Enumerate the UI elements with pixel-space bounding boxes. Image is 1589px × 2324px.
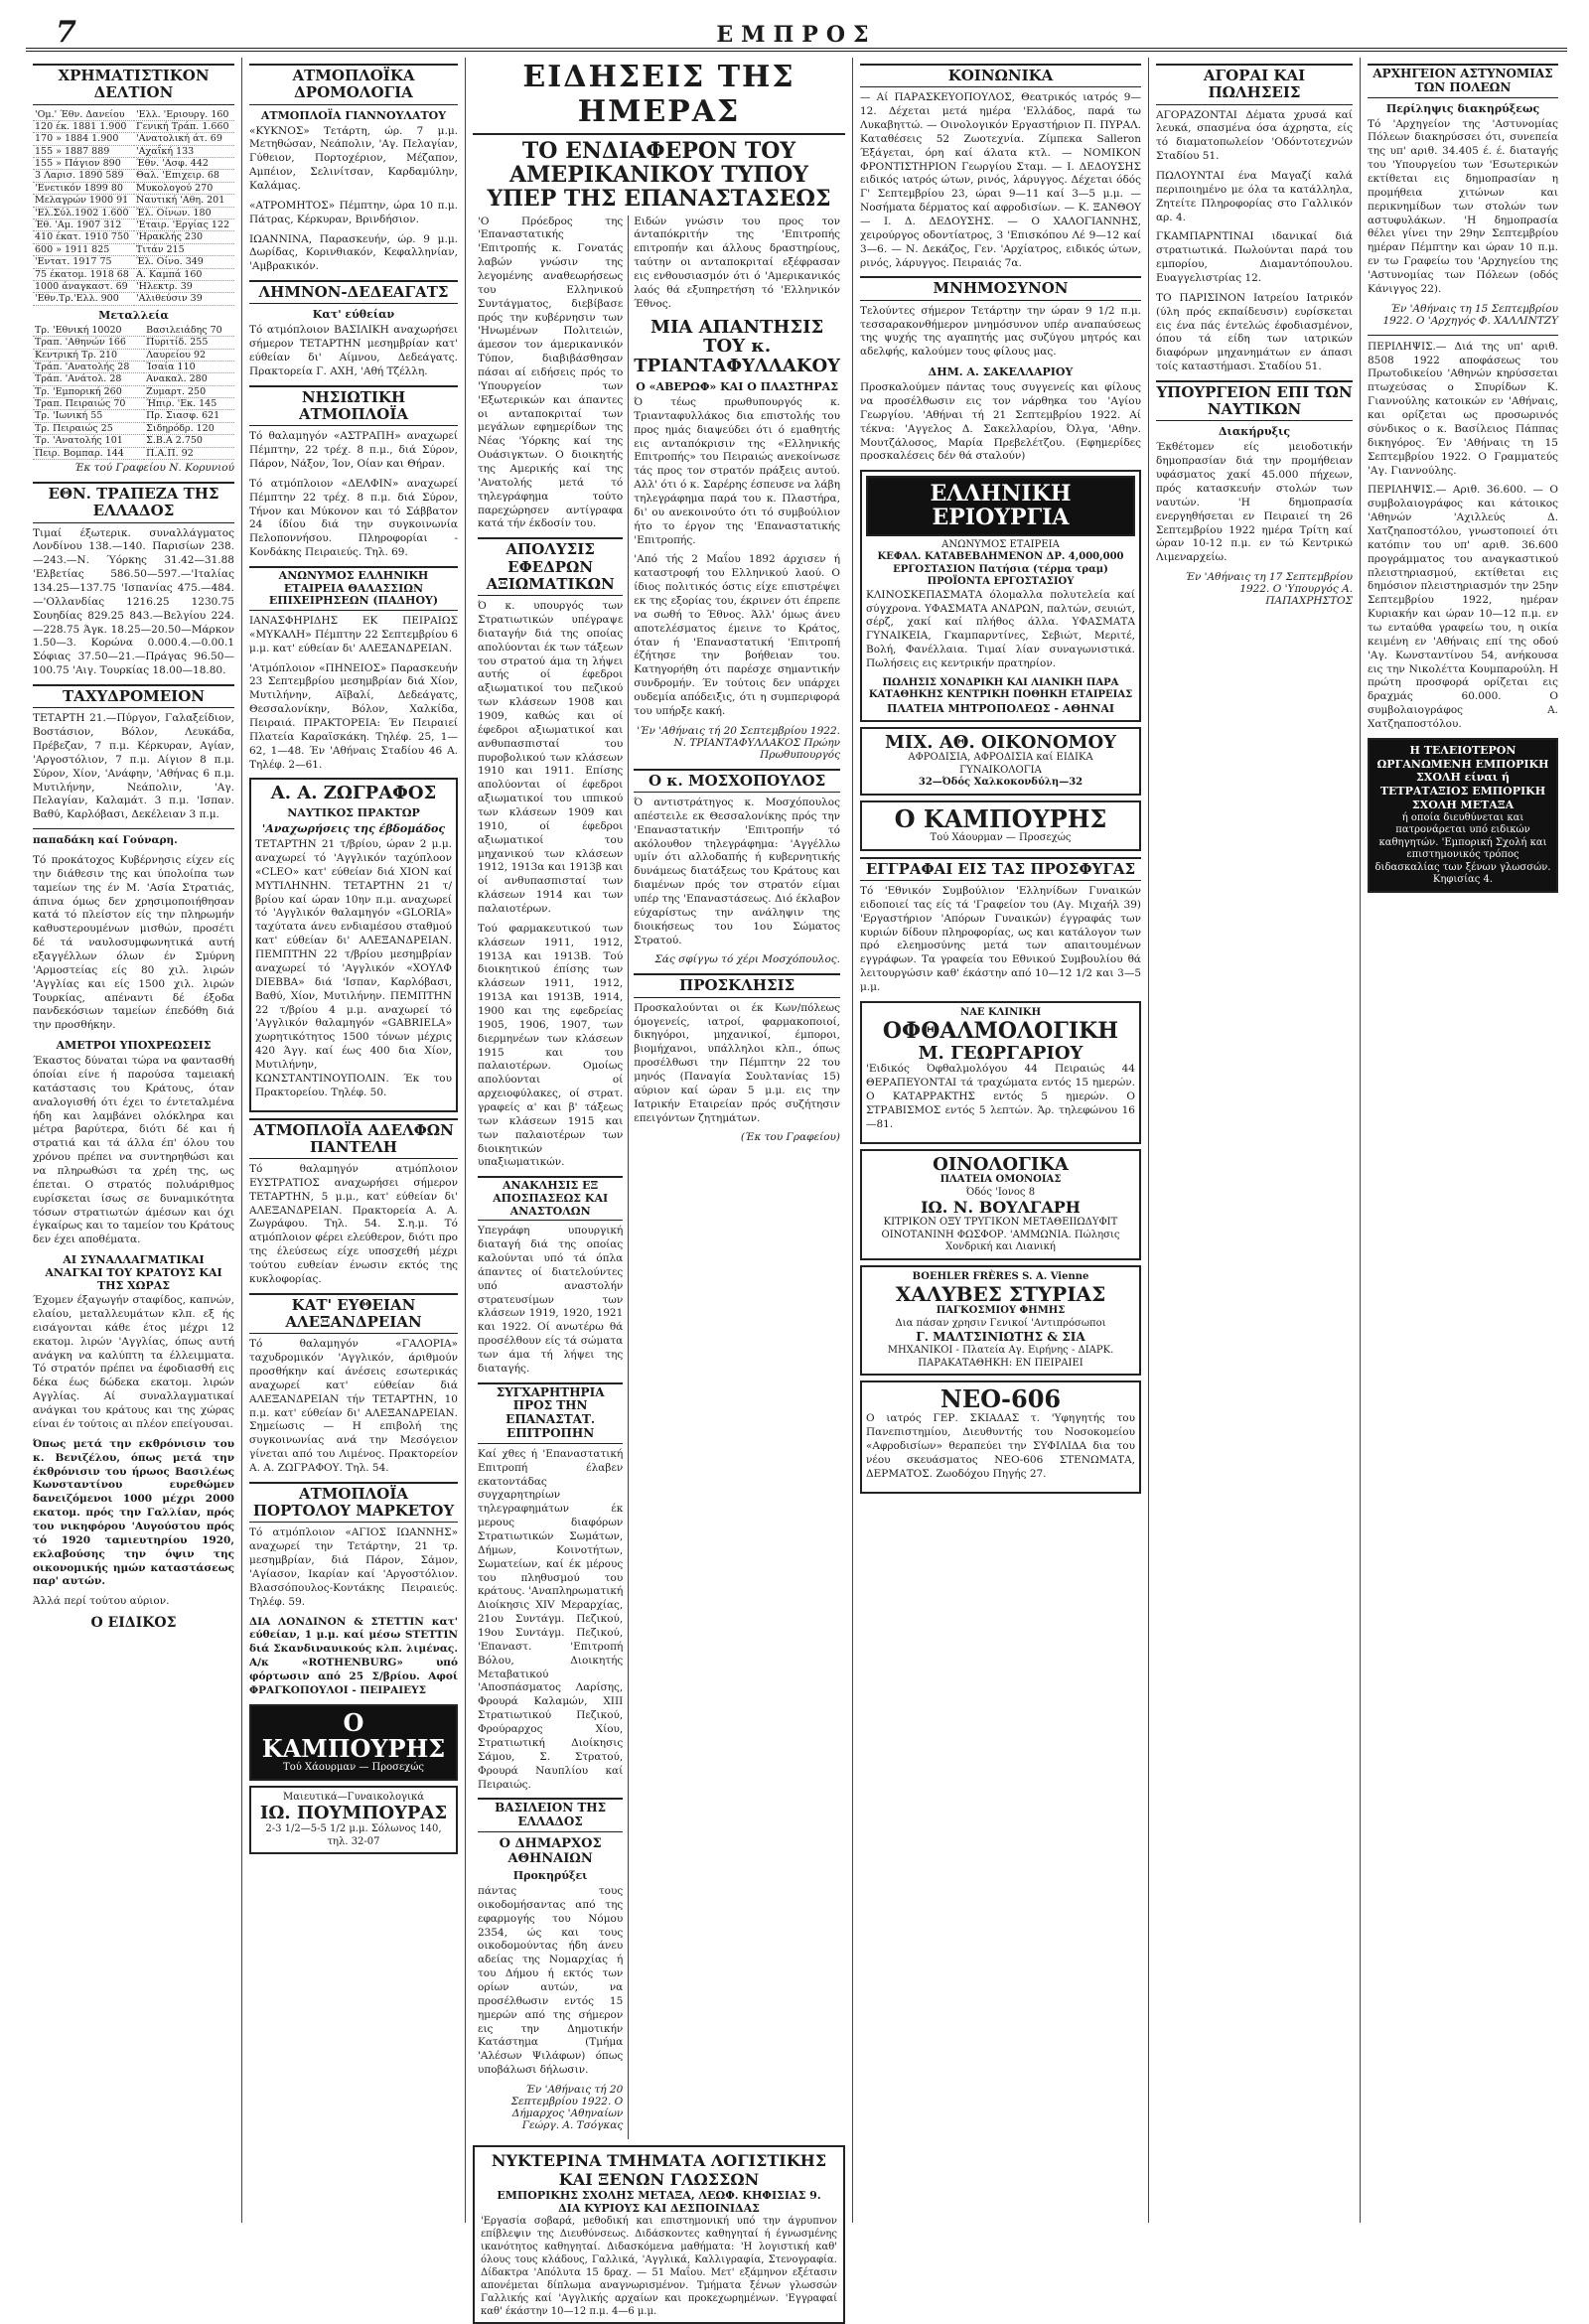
buy-sell-text-2: ΠΩΛΟΥΝΤΑΙ ένα Μαγαζί καλά περιποιημένο με όλα τα κατάλληλα, Ζητείτε Πληροφορίας στο Γαλλικόν αρ. 4. — [1156, 169, 1353, 223]
page-number: 7 — [56, 15, 76, 50]
eriourgia-address: ΠΛΑΤΕΙΑ ΜΗΤΡΟΠΟΛΕΩΣ - ΑΘΗΝΑΙ — [886, 701, 1115, 715]
oikonomou-text: ΑΦΡΟΔΙΣΙΑ, ΑΦΡΟΔΙΣΙΑ καί ΕΙΔΙΚΑ ΓΥΝΑΙΚΟΛΟΓΙΑ — [908, 752, 1093, 776]
exchange-cell: 'Ενετικόν 1899 80 — [33, 182, 134, 194]
exchange-cell: Ναυτική 'Αθη. 201 — [134, 195, 234, 207]
exchange-row — [33, 268, 234, 280]
social-title: ΚΟΙΝΩΝΙΚΑ — [860, 64, 1141, 87]
post-text: ΤΕΤΑΡΤΗ 21.—Πύργον, Γαλαξείδιον, Βοστάσιον, Βόλον, Λευκάδα, Πρέβεζαν, 7 π.μ. Κέρκυραν, Αγίαν, 'Αργοστόλιον, 7 π.μ. Αίγιον 8 π.μ. Σύρον, Χίον, 'Ανάφην, 'Αθήνας 6 π.μ. Μυτιλήνην, Νεάπολιν, 'Αγ. Πελαγίαν, Καλαμάτ. 3 π.μ. 'Ισπαν. Βαθύ, Καρλόβασι, Δεκέλειαν 3 π.μ. — [33, 712, 234, 821]
headline-american-press: ΤΟ ΕΝΔΙΑΦΕΡΟΝ ΤΟΥ ΑΜΕΡΙΚΑΝΙΚΟΥ ΤΥΠΟΥ ΥΠΕΡ ΤΗΣ ΕΠΑΝΑΣΤΑΣΕΩΣ — [487, 138, 831, 213]
poumpouras-sub: Μαιευτικά—Γυναικολογικά — [283, 1791, 424, 1803]
news-title: ΕΙΔΗΣΕΙΣ ΤΗΣ ΗΜΕΡΑΣ — [473, 58, 845, 135]
discharge-title: ΑΠΟΛΥΣΙΣ ΕΦΕΔΡΩΝ ΑΞΙΩΜΑΤΙΚΩΝ — [478, 537, 623, 596]
styria-name: Γ. ΜΑΛΤΣΙΝΙΩΤΗΣ & ΣΙΑ — [916, 1330, 1085, 1345]
metaxas-school-ad — [473, 2145, 845, 2324]
column-4 — [853, 58, 1149, 2223]
metal-cell: Τραπ. Πειραιώς 70 — [33, 398, 144, 410]
memorial-title: ΜΝΗΜΟΣΥΝΟΝ — [860, 276, 1141, 300]
metal-row — [33, 337, 234, 349]
exchange-cell: 'Αλιθεύσιν 39 — [134, 293, 234, 305]
recall-title: ΑΝΑΚΛΗΣΙΣ ΕΞ ΑΠΟΣΠΑΣΕΩΣ ΚΑΙ ΑΝΑΣΤΟΛΩΝ — [478, 1176, 623, 1221]
ophthalmology-text: 'Ειδικός Όφθαλμολόγου 44 Πειραιώς 44 ΘΕΡΑΠΕΥΟΝΤΑΙ τά τραχώματα εντός 15 ημερών. Ο ΚΑΤΑΡΡΑΚΤΗΣ εντός 5 ημερών. Ο ΣΤΡΑΒΙΣΜΟΣ εντός 5 λεπτών. Άρ. τηλεφώνου 16—81. — [866, 1063, 1135, 1130]
oikonomou-title: ΜΙΧ. ΑΘ. ΟΙΚΟΝΟΜΟΥ — [884, 731, 1117, 753]
zografos-text: ΤΕΤΑΡΤΗΝ 21 τ/βρίου, ώραν 2 μ.μ. αναχωρεί τό 'Αγγλικόν ταχύπλοον «CLEO» κατ' εύθείαν διά ΧΙΟΝ καί ΜΥΤΙΛΗΝΗΝ. ΤΕΤΑΡΤΗΝ 21 τ/βρίου καί ώραν 10ην π.μ. αναχωρεί τό 'Αγγλικόν θαλαμηγόν «GLORIA» ταχύτατα άνευ ενδιαμέσου σταθμού κατ' εύθείαν δι' ΑΛΕΞΑΝΔΡΕΙΑΝ. ΠΕΜΠΤΗΝ 22 τ/βρίου μεσημβρίαν αναχωρεί τό 'Αγγλικόν «ΧΟΥΛΦ DIEBBA» διά 'Ισπαν, Καρλόβασι, Βαθύ, Χίον, Μυτιλήνην. ΠΕΜΠΤΗΝ 22 τ/βρίου 4 μ.μ. αναχωρεί τό 'Αγγλικόν θαλαμηγόν «GABRIELA» χωρητικότητος 1500 τόνων μέχρις 420 Άγγ. καί έως 400 δια Χίον, Μυτιλήνην, ΚΩΝΣΤΑΝΤΙΝΟΥΠΟΛΙΝ. Έκ του Πρακτορείου. Τηλέφ. 50. — [255, 838, 452, 1098]
exchange-cell: 'Εντατ. 1917 75 — [33, 256, 134, 268]
metal-cell: Σιδηρόδρ. 120 — [144, 422, 234, 434]
memorial-text-2: Προσκαλούμεν πάντας τους συγγενείς και φίλους να προσέλθωσιν εις τον νάρθηκα του 'Αγίου Γεωργίου. 'Αθήναι τή 21 Σεπτεμβρίου 1922. Αί τέκνα: 'Αγγελος Δ. Σακελλαρίου, Όλγα, 'Αθην. Μουτζάλοσος, Μαρία Πρεβελέτζου. (Εφημερίδες προσκαλέσεις δέν θά σταλούν) — [860, 381, 1141, 463]
reply-text-1: Ό τέως πρωθυπουργός κ. Τριανταφυλλάκος δια επιστολής του προς ημάς διαψεύδει ότι ό εμαθητής εις ανταπόκρισιν της «Ελληνικής Επιτροπής» του Πειραιώς ανεκοίνωσε τάς προς τον στρατόν πράξεις αυτού. Αλλ' ότι ό κ. Σαρέρης έσπευσε να λάβη τηλεγράφημα παρά του κ. Πλαστήρα, δι' ου ανεκοινούτο ότι τό συμβούλιον ήτο το έργον της 'Επαναστατικής 'Επιτροπής. — [634, 395, 840, 546]
exchange-cell: 600 » 1911 825 — [33, 243, 134, 255]
article1-lead: παπαδάκη καί Γούναρη. — [33, 834, 178, 847]
company-text-1: ΙΑΝΑΣΦΗΡΙΔΗΣ ΕΚ ΠΕΙΡΑΙΩΣ «ΜΥΚΑΛΗ» Πέμπτην 22 Σεπτεμβρίου 6 μ.μ. κατ' εύθείαν δι' ΑΛΕΞΑΝΔΡΕΙΑΝ. — [249, 614, 458, 654]
exchange-row — [33, 120, 234, 132]
moschopoulos-title: Ο κ. ΜΟΣΧΟΠΟΥΛΟΣ — [634, 769, 840, 793]
exchange-row — [33, 207, 234, 218]
exchange-row — [33, 243, 234, 255]
oinologika-text: ΚΙΤΡΙΚΟΝ ΟΞΥ ΤΡΥΓΙΚΟΝ ΜΕΤΑΘΕΙΙΩΔΥΦΙΤ ΟΙΝΟΤΑΝΙΝΗ ΦΩΣΦΟΡ. 'ΑΜΜΩΝΙΑ. Πώλησις Χονδρική και Λιανική — [881, 1217, 1120, 1253]
invitation-text: Προσκαλούνται οι έκ Κων/πόλεως όμογενείς, ιατροί, φαρμακοποιοί, δικηγόροι, μηχανικοί, έμποροι, βιομήχανοι, υπάλληλοι κλπ., όπως προσέλθωσι την Πέμπτην 22 του μηνός (Παναγία Σουλτανίας 15) αύριον καί ώραν 5 μ.μ. εις την Ιατρικήν Εταιρείαν πρός συζήτησιν επειγόντων ζητημάτων. — [634, 1001, 840, 1124]
oinologika-title: ΟΙΝΟΛΟΓΙΚΑ — [933, 1153, 1069, 1175]
article3-end: Άλλά περί τούτου αύριον. — [33, 1595, 170, 1608]
eriourgia-products: ΠΡΟΪΟΝΤΑ ΕΡΓΟΣΤΑΣΙΟΥ — [927, 576, 1075, 588]
exchange-row — [33, 231, 234, 243]
bank-title: ΕΘΝ. ΤΡΑΠΕΖΑ ΤΗΣ ΕΛΛΑΔΟΣ — [33, 482, 234, 523]
summary-text-2: ΠΕΡΙΛΗΨΙΣ.— Αριθ. 36.600. — Ο συμβολαιογράφος και κάτοικος 'Αθηνών 'Αχιλλεύς Δ. Χατζηαποστόλου, γνωστοποιεί ότι κατόπιν του υπ' αριθ. 36.600 προγράμματος του αναγκαστικού πλειστηριασμού, εκτίθεται εις δημόσιον πλειστηριασμόν την 25ην Σεπτεμβρίου 1922, ημέραν Κυριακήν και ώραν 10—12 π.μ. εν τω ενταύθα γραφείω του, η οικία κειμένη εν 'Αθήναις επί της οδού 'Αγ. Κωνσταντίνου 54, ανήκουσα εις την Νικολέττα Κουμπαρούλη. Η πρώτη προσφορά ορίζεται εις δραχμάς 60.000. Ο συμβολαιογράφος Α. Χατζηαποστόλου. — [1368, 484, 1558, 730]
ophthalmology-sub: ΝΑΕ ΚΛΙΝΙΚΗ — [959, 1006, 1042, 1018]
metal-row — [33, 325, 234, 337]
exchange-row — [33, 170, 234, 182]
shipping-text-1: «ΚΥΚΝΟΣ» Τετάρτη, ώρ. 7 μ.μ. Μετηθώσαν, Νεάπολιν, 'Αγ. Πελαγίαν, Γύθειον, Πορτοχέριον, Μέζαπον, Αμπέιον, Σελινίτσαν, Καρδαμύλην, Καλάμας. — [249, 124, 458, 192]
kambouris-ad — [249, 1704, 458, 1781]
article2-title: ΑΜΕΤΡΟΙ ΥΠΟΧΡΕΩΣΕΙΣ — [56, 1039, 212, 1053]
poumpouras-ad — [249, 1786, 458, 1854]
mayor-signature: Έν 'Αθήναις τή 20 Σεπτεμβρίου 1922. Ο Δήμαρχος 'Αθηναίων Γεώργ. Α. Τσόγκας — [510, 2083, 624, 2131]
oikonomou-address: 32—Όδός Χαλκοκονδύλη—32 — [918, 777, 1083, 789]
pantelis-title: ΑΤΜΟΠΛΟΪΑ ΑΔΕΛΦΩΝ ΠΑΝΤΕΛΗ — [249, 1118, 458, 1160]
exchange-cell: Έθ. 'Αμ. 1907 312 — [33, 219, 134, 231]
metal-cell: Τρ. Πειραιώς 25 — [33, 422, 144, 434]
kambouris-title-2: Ο ΚΑΜΠΟΥΡΗΣ — [894, 803, 1107, 833]
company-text-2: 'Ατμόπλοιον «ΠΗΝΕΙΟΣ» Παρασκευήν 23 Σεπτεμβρίου μεσημβρίαν διά Χίον, Μυτιλήνην, Αϊβαλί, Δεδεάγατς, Θεσσαλονίκην, Βόλον, Χαλκίδα, Πειραιά. ΠΡΑΚΤΟΡΕΙΑ: Έν Πειραιεί Πλατεία Καραϊσκάκη. Τηλέφ. 25, 1—62, 1—48. Έν 'Αθήναις Σταδίου 46 Α. Τηλέφ. 2—61. — [249, 661, 458, 771]
exchange-cell: Έλ. Οίνο. 349 — [134, 256, 234, 268]
zografos-title: Α. Α. ΖΩΓΡΑΦΟΣ — [270, 783, 437, 804]
eriourgia-title: ΕΛΛΗΝΙΚΗ ΕΡΙΟΥΡΓΙΑ — [930, 481, 1072, 531]
london-text: ΔΙΑ ΛΟΝΔΙΝΟΝ & ΣΤΕΤΤΙΝ κατ' εύθείαν, 1 μ.μ. καί μέσω STETTIN διά Σκανδιναυικούς κλπ. λιμένας. Α/κ «ROTHENBURG» υπό φόρτωσιν από 25 Σ/βρίου. Αφοί ΦΡΑΓΚΟΠΟΥΛΟΙ - ΠΕΙΡΑΙΕΥΣ — [249, 1615, 458, 1696]
metal-cell: Λαυρείου 92 — [144, 349, 234, 361]
exchange-cell: 'Ηρακλής 230 — [134, 231, 234, 243]
exchange-row — [33, 158, 234, 170]
column-6 — [1361, 58, 1565, 2223]
neo606-ad — [860, 1380, 1141, 1494]
moschopoulos-text: Ό αντιστράτηγος κ. Μοσχόπουλος απέστειλε εκ Θεσσαλονίκης πρός την 'Επαναστατικήν 'Επιτροπήν τό ακόλουθον τηλεγράφημα: 'Αγγέλλω υμίν ότι αλλοδαπής ή κυβερνητικής δυνάμεως διατάξεως του Κράτους και διαμένων πρός τον στρατόν είμαι υπέρ της 'Επαναστάσεως. Διό έκλαβον εύχαρίστως την ανάληψιν της διοικήσεως του 1ου Σώματος Στρατού. — [634, 796, 840, 946]
buy-sell-text-3: ΓΚΑΜΠΑΡΝΤΙΝΑΙ ιδανικαί διά στρατιωτικά. Πωλούνται παρά του εμπορίου, Διαμαντόπουλου. Ευαγγελιστρίας 12. — [1156, 230, 1353, 284]
oinologika-sub: ΠΛΑΤΕΙΑ ΟΜΟΝΟΙΑΣ — [939, 1174, 1062, 1186]
metal-cell: Τράπ. 'Ανατολής 28 — [33, 361, 144, 372]
metal-row — [33, 373, 234, 385]
exchange-cell: 'Αχαΐκή 133 — [134, 145, 234, 157]
ophthalmology-name: Μ. ΓΕΩΡΓΑΡΙΟΥ — [918, 1042, 1083, 1064]
metal-cell: Ίσαία 110 — [144, 361, 234, 372]
styria-text: Δια πάσαν χρησιν Γενικοί 'Αντιπρόσωποι — [895, 1317, 1106, 1329]
article3-text: Έχομεν έξαγωγήν σταφίδος, καπνών, ελαίου, μεταλλευμάτων κλπ. εξ ής εισάγονται κάθε έτος μέχρι 12 εκατομ. λιρών 'Αγγλίας, όπως αυτή ανάγκη να καλύπτη τα έλλειμματα. Τό στρατόν πρέπει να έφοδιασθή εις δέκα έως δώδεκα εκατομ. λιρών Αγγλίας. Αί συναλλαγματικαί ανάγκαι του κράτους και της χώρας είναι έν τούτοις αι πλέον επείγουσαι. — [33, 1294, 234, 1430]
exchange-cell: Μελαγρών 1900 91 — [33, 195, 134, 207]
metal-row — [33, 410, 234, 422]
anonymous-company-title: ΑΝΩΝΥΜΟΣ ΕΛΛΗΝΙΚΗ ΕΤΑΙΡΕΙΑ ΘΑΛΑΣΣΙΩΝ ΕΠΙΧΕΙΡΗΣΕΩΝ (ΠΑΔΗΟΥ) — [249, 566, 458, 611]
island-text-2: Τό ατμόπλοιον «ΔΕΛΦΙΝ» αναχωρεί Πέμπτην 22 τρέχ. 8 π.μ. διά Σύρον, Τήνον και Μύκονον και τό Σάββατον 24 ίδίου διά την συγκοινωνία Πελοποννήσου. Πληροφορίαι - Κονδάκης Πειραιεύς. Τηλ. 69. — [249, 477, 458, 559]
eriourgia-sales: ΠΩΛΗΣΙΣ ΧΟΝΔΡΙΚΗ ΚΑΙ ΛΙΑΝΙΚΗ ΠΑΡΑ ΚΑΤΑΘΗΚΗΣ ΚΕΝΤΡΙΚΗ ΠΟΘΗΚΗ ΕΤΑΙΡΕΙΑΣ — [868, 676, 1133, 701]
commercial-school-box — [1368, 738, 1558, 893]
exchange-table — [33, 109, 234, 306]
exchange-cell: 'Ηλεκτρ. 39 — [134, 280, 234, 292]
metal-cell: Ζυμαρτ. 250 — [144, 385, 234, 397]
metals-table — [33, 325, 234, 460]
article3-title: ΑΙ ΣΥΝΑΛΛΑΓΜΑΤΙΚΑΙ ΑΝΑΓΚΑΙ ΤΟΥ ΚΡΑΤΟΥΣ ΚΑΙ ΤΗΣ ΧΩΡΑΣ — [45, 1253, 222, 1293]
oikonomou-ad — [860, 727, 1141, 796]
police-title: ΑΡΧΗΓΕΙΟΝ ΑΣΤΥΝΟΜΙΑΣ ΤΩΝ ΠΟΛΕΩΝ — [1368, 64, 1558, 98]
metaxas-sub: ΔΙΑ ΚΥΡΙΟΥΣ ΚΑΙ ΔΕΣΠΟΙΝΙΔΑΣ — [558, 2201, 760, 2215]
exchange-cell: 120 έκ. 1881 1.900 — [33, 120, 134, 132]
exchange-cell: 410 έκατ. 1910 750 — [33, 231, 134, 243]
exchange-cell: 'Εθν.Τρ.'Ελλ. 900 — [33, 293, 134, 305]
styria-title: ΧΑΛΥΒΕΣ ΣΤΥΡΙΑΣ — [895, 1282, 1106, 1307]
eriourgia-title-box — [866, 476, 1135, 535]
article1-text: Τό προκάτοχος Κυβέρνησις είχεν είς την διάθεσιν της και ύπολοίπα των ταμείων της έν Μ. 'Ασία Στρατιάς, άπινα όμως δεν χρησιμοποιήθησαν κατά τό πλείστον είς την πληρωμήν καθυστερουμένων μισθών, προσέτι δέ τά ναυλοσυμφωνητικά αυτή εξαγγέλλων όλων έν Σμύρνη 'Αρμοστείας είς 80 χιλ. λιρών 'Αγγλίας και είς 1500 χιλ. λιρών Τουρκίας, απέναντι δέ έξοδα πανδεκόσιων ταμείων έπεδόθη διά την προσθήκην. — [33, 853, 234, 1032]
masthead — [26, 14, 1567, 52]
eriourgia-factory: ΕΡΓΟΣΤΑΣΙΟΝ Πατήσια (τέρμα τραμ) — [893, 563, 1108, 575]
metal-cell: Βασιλειάδης 70 — [144, 325, 234, 337]
news-text-1: 'Ο Πρόεδρος της 'Επαναστατικής 'Επιτροπής κ. Γονατάς λαβών γνώσιν της λεγομένης αναθεωρήσεως του Ελληνικού Συντάγματος, διεβίβασε πρός την κυβέρνησιν των 'Ηνωμένων Πολιτειών, άμεσον τον άμερικανικόν Τύπον, διαβιβάσθησαν πάσαι αί ειδήσεις πρός το 'Υπουργείον των 'Εξωτερικών και άπαντες οι ανταποκριταί των μεγάλων εφημερίδων της Νέας 'Υόρκης καί της Ουάσιγκτων. Ο διοικητής της Αμερικής καί της 'Ανατολής μετά τό τηλεγράφημα τούτο παρεχώρησεν αντίγραφα κατά τήν έκδοσίν του. — [478, 215, 624, 530]
portolou-text: Τό ατμόπλοιον «ΑΓΙΟΣ ΙΩΑΝΝΗΣ» αναχωρεί την Τετάρτην, 21 τρ. μεσημβρίαν, διά Πάρον, Σάμον, 'Αγίασον, Ικαρίαν καί 'Αργοστόλιον. Βλασσόπουλος-Κοντάκης Πειραιεύς. Τηλέφ. 59. — [249, 1526, 458, 1608]
exchange-cell: 155 » 1887 889 — [33, 145, 134, 157]
police-signature: Έν 'Αθήναις τη 15 Σεπτεμβρίου 1922. Ο 'Αρχηγός Φ. ΧΑΛΛΙΝΤΖΥ — [1382, 302, 1558, 327]
lemnos-title: ΛΗΜΝΟΝ-ΔΕΔΕΑΓΑΤΣ — [249, 280, 458, 304]
zografos-sub: ΝΑΥΤΙΚΟΣ ΠΡΑΚΤΩΡ — [287, 806, 420, 820]
lemnos-text: Τό ατμόπλοιον ΒΑΣΙΛΙΚΗ αναχωρήσει σήμερον ΤΕΤΑΡΤΗΝ μεσημβρίαν κατ' εύθείαν δι' Αίμνου, Δεδεάγατς. Πρακτορεία Γ. ΑΧΗ, 'Αθή Τζέλλη. — [249, 324, 458, 377]
alexandria-title: ΚΑΤ' ΕΥΘΕΙΑΝ ΑΛΕΞΑΝΔΡΕΙΑΝ — [249, 1293, 458, 1335]
styria-address: ΜΗΧΑΝΙΚΟΙ - Πλατεία Αγ. Ειρήνης - ΔΙΑΡΚ. ΠΑΡΑΚΑΤΑΘΗΚΗ: ΕΝ ΠΕΙΡΑΙΕΙ — [887, 1345, 1114, 1369]
exchange-row — [33, 109, 234, 121]
exchange-row — [33, 133, 234, 145]
exchange-cell: 'Ελ.Σύλ.1902 1.600 — [33, 207, 134, 218]
metal-cell: Τρ. 'Ανατολής 101 — [33, 435, 144, 447]
metaxas-title-2: ΕΜΠΟΡΙΚΗΣ ΣΧΟΛΗΣ ΜΕΤΑΞΑ, ΛΕΩΦ. ΚΗΦΙΣΙΑΣ 9. — [497, 2188, 821, 2202]
article2-text: Έκαστος δύναται τώρα να φαντασθή όποίαι είνε ή παρούσα ταμειακή κατάστασις του Κράτους, όταν αναλογισθή ότι έχει το έντεταλμένα ήδη και λαμβάνει ολόκληρα και μέτρα βαρύτερα, διότι δέ και ή στρατιά και τά άλλα έπ' όλου του χρόνου πρέπει να συντηρηθώσι και να πληρωθώσι τα χρέη της, ως έπεται. Ο στρατός πολυάριθμος ευρίσκεται ίσως σε δυναμικότητα τόσων στρατιωτών άμέσων και όχι έγκαίρως και το ταμείον του Κράτους δεν έχει αποθέματα. — [33, 1055, 234, 1246]
exchange-row — [33, 256, 234, 268]
metal-cell: Τρ. 'Εμπορική 260 — [33, 385, 144, 397]
pantelis-text: Τό θαλαμηγόν ατμόπλοιον ΕΥΣΤΡΑΤΙΟΣ αναχωρήσει σήμερον ΤΕΤΑΡΤΗΝ, 5 μ.μ., κατ' εύθείαν δι' ΑΛΕΞΑΝΔΡΕΙΑΝ. Πρακτορεία Α. Α. Ζωγράφου. Τηλ. 54. Σ.η.μ. Τό ατμόπλοιον φέρει ελεύθερον, διότι προ της έλεύσεως είχε υποσχεθή μέχρι τούτου ευθείαν ένωσιν εκτός της κυκλοφορίας. — [249, 1163, 458, 1285]
exchange-row — [33, 182, 234, 194]
metal-row — [33, 447, 234, 459]
memorial-signature: ΔΗΜ. Α. ΣΑΚΕΛΛΑΡΙΟΥ — [928, 365, 1074, 379]
kingdom-title: ΒΑΣΙΛΕΙΟΝ ΤΗΣ ΕΛΛΑΔΟΣ — [478, 1798, 623, 1832]
eriourgia-sub: ΑΝΩΝΥΜΟΣ ΕΤΑΙΡΕΙΑ — [941, 538, 1060, 550]
metal-row — [33, 385, 234, 397]
metal-cell: Ήπιρ. 'Εκ. 145 — [144, 398, 234, 410]
mayor-text: πάντας τους οικοδομήσαντας από της εφαρμογής του Νόμου 2354, ώς και τους οικοδομούντας ήδη άνευ αδείας της Νομαρχίας ή του Δήμου ή εκτός των ορίων αυτών, να προσέλθωσιν εντός 15 ημερών από της σήμερον εις την Δημοτικήν Κατάστημα (Τμήμα 'Αλέσων Ψιλάφων) όπως υποβάλωσι δήλωσιν. — [478, 1884, 624, 2077]
metal-cell: Τρ. 'Εθνική 10020 — [33, 325, 144, 337]
exchange-title: ΧΡΗΜΑΤΙΣΤΙΚΟΝ ΔΕΛΤΙΟΝ — [33, 64, 234, 105]
refugees-title: ΕΓΓΡΑΦΑΙ ΕΙΣ ΤΑΣ ΠΡΟΣΦΥΓΑΣ — [860, 857, 1141, 881]
navy-ministry-text: Έκθέτομεν είς μειοδοτικήν δημοπρασίαν διά την προμήθειαν υφάσματος χακί 45.000 πήχεων, πρός κατασκευήν στολών των ναυτών. 'Η δημοπρασία ενεργηθήσεται εν Πειραιεί τη 26 Σεπτεμβρίου 1922 ημέρα Τρίτη καί ώραν 10-12 π.μ. εν τώ Κεντρικώ Λιμεναρχείω. — [1156, 441, 1353, 564]
mayor-title: Ο ΔΗΜΑΡΧΟΣ ΑΘΗΝΑΙΩΝ — [499, 1835, 602, 1866]
mayor-sub: Προκηρύξει — [512, 1868, 588, 1882]
kambouris-sub: Τού Χάουρμαν — Προσεχώς — [283, 1762, 424, 1774]
oinologika-sub2: Όδός 'Ιονος 8 — [965, 1186, 1036, 1198]
exchange-cell: 155 » Πάγιον 890 — [33, 158, 134, 170]
kambouris-title: Ο ΚΑΜΠΟΥΡΗΣ — [261, 1707, 446, 1764]
invitation-signature: (Έκ του Γραφείου) — [740, 1131, 840, 1144]
zografos-ad — [249, 778, 458, 1111]
exchange-cell: Α. Καμπά 160 — [134, 268, 234, 280]
exchange-cell: 170 » 1884 1.900 — [33, 133, 134, 145]
exchange-cell: 75 έκατομ. 1918 68 — [33, 268, 134, 280]
alexandria-text: Τό θαλαμηγόν «ΓΑΛΟΡΙΑ» ταχυδρομικόν 'Αγγλικόν, άριθμούν προσθήκην καί άνέσεις εσωτερικάς αναχωρεί κατ' εύθείαν διά ΑΛΕΞΑΝΔΡΕΙΑΝ τήν ΤΕΤΑΡΤΗΝ, 10 π.μ. κατ' εύθείαν δι' ΑΛΕΞΑΝΔΡΕΙΑΝ. Σημείωσις — Η επιβολή της συγκοινωνίας ανά την Μεσόγειον γίνεται από του Λιμένος. Πρακτορείον Α. Α. ΖΩΓΡΑΦΟΥ. Τηλ. 54. — [249, 1338, 458, 1474]
navy-ministry-signature: Έν 'Αθήναις τη 17 Σεπτεμβρίου 1922. Ο 'Υπουργός Α. ΠΑΠΑΧΡΗΣΤΟΣ — [1185, 571, 1353, 608]
eriourgia-capital: ΚΕΦΑΛ. ΚΑΤΑΒΕΒΛΗΜΕΝΟΝ ΔΡ. 4,000,000 — [877, 551, 1124, 563]
oinologika-ad — [860, 1149, 1141, 1260]
oinologika-name: ΙΩ. Ν. ΒΟΥΛΓΑΡΗ — [921, 1198, 1081, 1218]
kambouris-sub-2: Τού Χάουρμαν — Προσεχώς — [930, 832, 1072, 844]
metal-row — [33, 398, 234, 410]
metal-cell: Πειρ. Βομπαρ. 144 — [33, 447, 144, 459]
metaxas-text: 'Εργασία σοβαρά, μεθοδική και επιστημονική υπό την άγρυπνον επίβλεψιν της Διευθύνσεως. Διδάσκοντες καθηγηταί ή έγνωσμένης ικανότητος καθηγηταί. Διδασκόμενα μαθήματα: 'Η λογιστική καθ' όλους τους κλάδους, Γαλλικά, 'Αγγλικά, Καλλιγραφία, Στενογραφία. Δίδακτρα 'Απόλυτα 15 δραχ. — 51 Μαΐου. Μετ' εξάμηνον εξέτασιν απονέμεται δίπλωμα αναγνωρισμένον. Τμήματα ξένων γλωσσών Γαλλικής καί 'Αγγλικής αρχαίων και προκεχωρημένων. 'Εγγραφαί καθ' έκάστην 10—12 π.μ. 4—6 μ.μ. — [481, 2215, 837, 2317]
bureau-signature: Έκ τού Γραφείου Ν. Κορυνιού — [73, 462, 234, 475]
kambouris-ad-2 — [860, 800, 1141, 851]
congrats-title: ΣΥΓΧΑΡΗΤΗΡΙΑ ΠΡΟΣ ΤΗΝ ΕΠΑΝΑΣΤΑΤ. ΕΠΙΤΡΟΠΗΝ — [478, 1382, 623, 1444]
neo606-title: ΝΕΟ-606 — [939, 1384, 1062, 1414]
metal-cell: Τραπ. 'Αθηνών 166 — [33, 337, 144, 349]
column-1 — [26, 58, 242, 2223]
shipping-title: ΑΤΜΟΠΛΟΪΚΑ ΔΡΟΜΟΛΟΓΙΑ — [249, 64, 458, 105]
metal-row — [33, 361, 234, 372]
reply-sub: Ο «ΑΒΕΡΩΦ» ΚΑΙ Ο ΠΛΑΣΤΗΡΑΣ — [636, 379, 838, 393]
exchange-row — [33, 195, 234, 207]
exchange-row — [33, 293, 234, 305]
metaxas-title: ΝΥΚΤΕΡΙΝΑ ΤΜΗΜΑΤΑ ΛΟΓΙΣΤΙΚΗΣ ΚΑΙ ΞΕΝΩΝ ΓΛΩΣΣΩΝ — [491, 2150, 827, 2189]
discharge-text-1: Ό κ. υπουργός των Στρατιωτικών υπέγραψε διαταγήν διά της οποίας απολύονται έκ των τάξεων του στρατού άμα τη λήψει αυτής οί έφεδροι αξιωματικοί του πεζικού των κλάσεων 1908 και 1909, καθώς και οί έφεδροι αξιωματικοί και ανθυπασπισταί του πυροβολικού των κλάσεων 1910 και 1911. Επίσης απολύονται οί έφεδροι αξιωματικοί του ιππικού των κλάσεων 1909 και 1910, οί έφεδροι αξιωματικοί του μηχανικού των κλάσεων 1912, 1913α και 1913β και οί ανθυπασπισταί των κλάσεων 1914 και των παλαιοτέρων. — [478, 600, 624, 915]
shipping-text-2: «ΑΤΡΟΜΗΤΟΣ» Πέμπτην, ώρα 10 π.μ. Πάτρας, Κέρκυραν, Βρινδήσιον. — [249, 199, 458, 225]
metal-cell: Κεντρική Τρ. 210 — [33, 349, 144, 361]
refugees-text: Τό 'Εθνικόν Συμβούλιον 'Ελληνίδων Γυναικών ειδοποιεί τας είς τά 'Γραφείον του (Αγ. Μιχαήλ 39) 'Εργαστήριον 'Απόρων Γυναικών) έγγραφάς των κυριών δίδουν πληροφορίας, ως και κατάλογον των πρό ελεημοσύνης μετά των απαιτουμένων εγγράφων. Τα γραφεία του Εθνικού Συμβουλίου θά λειτουργώσιν καθ' έκάστην από 10—12 1/2 και 3—5 μ.μ. — [860, 884, 1141, 993]
metal-row — [33, 422, 234, 434]
reply-text-2: 'Από τής 2 Μαΐου 1892 άρχισεν ή καταστροφή του Ελληνικού λαού. Ο ίδιος πολιτικός όστις είχε επιστρέψει εκ της εξορίας του, έκρινεν ότι έπρεπε να σωθή το Έθνος. Άλλ' όμως άνευ αποτελέσματος έμεινε το Κράτος, όταν ή 'Επαναστατική 'Επιτροπή έζήτησε την βοήθειαν του. Κατηγορήθη ότι παρέσχε σημαντικήν συνδρομήν. Έν τούτοις δεν υπάρχει ουδεμία απόδειξις, ότι η συμπεριφορά του υπήρξε κακή. — [634, 553, 840, 717]
ophthalmology-ad — [860, 1001, 1141, 1144]
exchange-cell: Μυκολογού 270 — [134, 182, 234, 194]
commercial-school-text: ή οποία διευθύνεται και πατρονάρεται υπό ειδικών καθηγητών. 'Εμπορική Σχολή και επιστημονικός τρόπος διδασκαλίας των ξένων γλωσσών. Κηφισίας 4. — [1374, 811, 1551, 886]
police-sub: Περίληψις διακηρύξεως — [1385, 101, 1540, 115]
social-text: — Αί ΠΑΡΑΣΚΕΥΟΠΟΥΛΟΣ, Θεατρικός ιατρός 9—12. Δέχεται μετά ημέρα 'Ελλάδος, παρά τω Λυκαβηττώ. — Οινολογικόν Εργαστήριον Π. ΠΥΡΑΛ. Καταθέσεις 52 Ζωοτεχνία. Ζίμπεκα Salleron Έξάγεται, όρη καί άλατα κτλ. — ΝΟΜΙΚΟΝ ΦΡΟΝΤΙΣΤΗΡΙΟΝ Γεωργίου Σταμ. — Ι. ΔΕΔΟΥΣΗΣ ειδικός ιατρός ώτων, ρινός, λάρυγγος. Δέχεται όδός Γ' Σεπτεμβρίου 23, ώραι 9—11 καί 3—5 μ.μ. — Νοσήματα δέρματος καί αφροδισίων. — Κ. ΞΑΝΘΟΥ — Ι. Δ. ΔΕΔΟΥΣΗΣ. — Ο ΧΑΛΟΓΙΑΝΝΗΣ, χειρούργος οδοντίατρος, 3 'Επισκόπου Λέ 9—12 καί 3—6. — Ν. Δεκάζος, Γεν. 'Αρχίατρος, ειδικός ώτων, ρινός, λάρυγγος. Πειραιάς 7α. — [860, 91, 1141, 269]
exchange-row — [33, 280, 234, 292]
article3-bold: Όπως μετά την εκθρόνισιν του κ. Βενιζέλου, όπως μετά την έκθρόνισιν του ήρωος Βασιλέως Κωνσταντίνου ευρεθώμεν δανειζόμενοι 1000 μέχρι 2000 εκατομ. πρός την Γαλλίαν, πρός του νικηφόρου 'Αυγούστου πρός τό 1920 ταμιευτηρίου 1920, εκλαβούσης την όψιν της οικονομικής ημών καταστάσεως παρ' αυτών. — [33, 1437, 234, 1588]
exchange-cell: 1000 άναγκαστ. 69 — [33, 280, 134, 292]
police-text: Τό 'Αρχηγείον της 'Αστυνομίας Πόλεων διακηρύσσει ότι, συνεπεία της υπ' αριθ. 34.405 έ. έ. διαταγής του 'Υπουργείου των 'Εσωτερικών εκτίθεται εις δημοπρασίαν η προμήθεια χιτώνων και περικνημίδων των στολών των αστυφυλάκων. 'Η δημοπρασία θέλει γίνει την 29ην Σεπτεμβρίου ημέραν Πέμπτην και ώραν 10 π.μ. εν τω Γραφείω του 'Αρχηγείου της 'Αστυνομίας των Πόλεων (οδός Κάνιγγος 22). — [1368, 117, 1558, 295]
newspaper-title: ΕΜΠΡΟΣ — [716, 22, 877, 48]
metals-label: Μεταλλεία — [98, 308, 169, 322]
poumpouras-text: 2-3 1/2—5-5 1/2 μ.μ. Σόλωνος 140, τηλ. 32-07 — [265, 1823, 442, 1847]
metal-cell: Πυριτίδ. 255 — [144, 337, 234, 349]
article3-signature: Ο ΕΙΔΙΚΟΣ — [90, 1615, 177, 1632]
metal-cell: Π.Α.Π. 92 — [144, 447, 234, 459]
metal-row — [33, 349, 234, 361]
recall-text: Υπεγράφη υπουργική διαταγή διά της οποίας καλούνται υπό τά όπλα άπαντες οί διατελούντες υπό αναστολήν στρατευσίμων των κλάσεων 1919, 1920, 1921 και 1922. Οί ανωτέρω θά προσέλθουν είς τά σώματα των άμα τή λήψει της διαταγής. — [478, 1225, 624, 1375]
metal-cell: Σ.Β.Α 2.750 — [144, 435, 234, 447]
portolou-title: ΑΤΜΟΠΛΟΪΑ ΠΟΡΤΟΛΟΥ ΜΑΡΚΕΤΟΥ — [249, 1482, 458, 1524]
navy-ministry-sub: Διακήρυξις — [1218, 425, 1291, 439]
discharge-text-2: Τού φαρμακευτικού των κλάσεων 1911, 1912, 1913Α και 1913Β. Τού διοικητικού έπίσης των κλάσεων 1911, 1912, 1913Α και 1913Β, 1914, 1900 και της εφεδρείας 1905, 1906, 1907, των διερμηνέων των κλάσεων 1915 και του παλαιοτέρων. Ομοίως απολύονται οί αρχειοφύλακες, οί στρατ. γραφείς α' και β' τάξεως των κλάσεων 1915 και των παλαιοτέρων των διοικητικών υπαξιωματικών. — [478, 922, 624, 1169]
congrats-text: Καί χθες ή 'Επαναστατική Επιτροπή έλαβεν εκατοντάδας συγχαρητηρίων τηλεγραφημάτων έκ μερους διαφόρων Στρατιωτικών Σωμάτων, Δήμων, Κοινοτήτων, Σωματείων, καί έκ μέρους του πληθυσμού του κράτους. 'Αναπληρωματική Διοίκησις XIV Μεραρχίας, 21ου Συντάγμ. Πεζικού, 19ου Συντάγμ. Πεζικού, 'Επαναστ. 'Επιτροπή Βόλου, Διοικητής Μεταβατικού 'Αποσπάσματος Λαρίσης, Φρουρά Καλαμών, XIII Στρατιωτικού Πεζικού, Φρούραρχος Χίου, Στρατιωτική Διοίκησις Σάμου, Σ. Στρατού, Φρουρά Ναυπλίου καί Πειραιώς. — [478, 1447, 624, 1791]
column-5 — [1149, 58, 1361, 2223]
shipping-text-3: ΙΩΑΝΝΙΝΑ, Παρασκευήν, ώρ. 9 μ.μ. Δωρίδας, Κορινθιακόν, Κεφαλληνίαν, 'Αμβρακικόν. — [249, 232, 458, 273]
column-3 — [466, 58, 853, 2317]
styria-sub: ΠΑΓΚΟΣΜΙΟΥ ΦΗΜΗΣ — [936, 1305, 1066, 1317]
eriourgia-ad — [860, 470, 1141, 721]
buy-sell-title: ΑΓΟΡΑΙ ΚΑΙ ΠΩΛΗΣΕΙΣ — [1156, 64, 1353, 105]
moschopoulos-signature: Σάς σφίγγω τό χέρι Μοσχόπουλος. — [654, 953, 840, 966]
exchange-cell: Θαλ. 'Επιχειρ. 68 — [134, 170, 234, 182]
exchange-cell: Τιτάν 215 — [134, 243, 234, 255]
island-shipping-title: ΝΗΣΙΩΤΙΚΗ ΑΤΜΟΠΛΟΪΑ — [249, 385, 458, 427]
exchange-cell: 'Ελλ. 'Εριουργ. 160 — [134, 109, 234, 121]
metal-row — [33, 435, 234, 447]
lemnos-sub: Κατ' εύθείαν — [312, 308, 395, 322]
reply-title: ΜΙΑ ΑΠΑΝΤΗΣΙΣ ΤΟΥ κ. ΤΡΙΑΝΤΑΦΥΛΛΑΚΟΥ — [634, 316, 840, 377]
summary-text-1: ΠΕΡΙΛΗΨΙΣ.— Διά της υπ' αριθ. 8508 1922 αποφάσεως του Πρωτοδικείου 'Αθηνών κηρύσσεται πτωχεύσας ο Σπυρίδων Κ. Γιαννούλης κατοικών εν 'Αθήναις, και ορίζεται ως προσωρινός σύνδικος ο κ. Βασίλειος Πάππας δικηγόρος. Έν 'Αθήναις τη 15 Σεπτεμβρίου 1922. Ο Γραμματεύς 'Αγ. Γιαννούλης. — [1368, 340, 1558, 477]
navy-ministry-title: ΥΠΟΥΡΓΕΙΟΝ ΕΠΙ ΤΩΝ ΝΑΥΤΙΚΩΝ — [1156, 380, 1353, 422]
metal-cell: Τρ. 'Ιωνική 55 — [33, 410, 144, 422]
exchange-cell: Έθν. 'Ασφ. 442 — [134, 158, 234, 170]
buy-sell-text-4: ΤΟ ΠΑΡΙΣΙΝΟΝ Ιατρείου Ιατρικόν (ύλη πρός εκπαίδευσιν) ευρίσκεται εις ένα πάς έντελώς έφοδιασμένον, όπου τά είδη των ιατρικών διαφόρων μηχανημάτων εν άπασι τοίς καταστήμασι. Σταδίου 51. — [1156, 291, 1353, 373]
neo606-text: Ο ιατρός ΓΕΡ. ΣΚΙΑΔΑΣ τ. 'Υφηγητής του Πανεπιστημίου, Διευθυντής του Νοσοκομείου «Αφροδισίων» θεραπεύει την ΣΥΦΙΛΙΔΑ δια του νέου σκευάσματος ΝΕΟ-606 ΣΤΕΝΩΜΑΤΑ, ΔΕΡΜΑΤΟΣ. Ζωοδόχου Πηγής 27. — [866, 1412, 1135, 1480]
metal-cell: Τράπ. 'Ανάτολ. 28 — [33, 373, 144, 385]
commercial-school-title: Η ΤΕΛΕΙΟΤΕΡΟΝ ΩΡΓΑΝΩΜΕΝΗ ΕΜΠΟΡΙΚΗ ΣΧΟΛΗ είναι ή ΤΕΤΡΑΤΑΞΙΟΣ ΕΜΠΟΡΙΚΗ ΣΧΟΛΗ ΜΕΤΑΞΑ — [1376, 743, 1549, 811]
zografos-sub2: 'Αναχωρήσεις της έβδομάδος — [261, 822, 446, 836]
poumpouras-title: ΙΩ. ΠΟΥΜΠΟΥΡΑΣ — [259, 1803, 448, 1824]
invitation-title: ΠΡΟΣΚΛΗΣΙΣ — [634, 973, 840, 997]
eriourgia-text: ΚΛΙΝΟΣΚΕΠΑΣΜΑΤΑ όλομαλλα πολυτελεία καί σύγχρονα. ΥΦΑΣΜΑΤΑ ΑΝΔΡΩΝ, παλτών, σευιώτ, σέρζ, χακί καί πλήθος άλλα. ΥΦΑΣΜΑΤΑ ΓΥΝΑΙΚΕΙΑ, Γκαμπαρντίνες, Σεβιώτ, Μεριτέ, Βολή, Φανέλλαια. Τιμαί λίαν συναγωνιστικά. Πωλήσεις εις κεντρικήν πρατηρίον. — [866, 588, 1135, 669]
exchange-cell: 'Εταιρ. 'Εργίας 122 — [134, 219, 234, 231]
memorial-text: Τελούντες σήμερον Τετάρτην την ώραν 9 1/2 π.μ. τεσσαρακονθήμερον μνημόσυνον υπέρ αναπαύσεως της ψυχής της αγαπητής μας συζύγου μητρός και αδελφής, καλούμεν τους φίλους μας. — [860, 304, 1141, 359]
island-text-1: Τό θαλαμηγόν «ΑΣΤΡΑΠΗ» αναχωρεί Πέμπτην, 22 τρέχ. 8 π.μ., διά Σύρον, Πάρον, Νάξον, Ίον, Οίαν και Θήραν. — [249, 430, 458, 470]
exchange-cell: 'Ομ.' Έθν. Δανείου — [33, 109, 134, 121]
exchange-cell: Γενική Τράπ. 1.660 — [134, 120, 234, 132]
news-text-2: Ειδών γνώσιν του προς τον άνταπόκριτήν της 'Επιτροπής επιτροπήν και άλλους δραστηρίους, ταύτην οι ανταποκριταί εξέφρασαν εις ενθουσιασμόν ότι ό 'Αμερικανικός λαός θά εξυπηρετήση τό 'Ελληνικόν Έθνος. — [634, 215, 840, 310]
styria-brand: BOEHLER FRÈRES S. A. Vienne — [912, 1270, 1089, 1282]
ophthalmology-title: ΟΦΘΑΛΜΟΛΟΓΙΚΗ — [882, 1018, 1119, 1045]
post-title: ΤΑΧΥΔΡΟΜΕΙΟΝ — [33, 684, 234, 708]
column-2 — [242, 58, 466, 2223]
metal-cell: Ανακαλ. 280 — [144, 373, 234, 385]
exchange-cell: 'Ανατολική άτ. 69 — [134, 133, 234, 145]
bank-text: Τιμαί έξωτερικ. συναλλάγματος Λονδίνου 138.—140. Παρισίων 238.—243.—Ν. Ύόρκης 31.42—31.88 'Ελβετίας 586.50—597.—'Ιταλίας 134.25—137.75 'Ισπανίας 475.—484.—'Ολλανδίας 1216.25 1230.75 Σουηδίας 829.25 843.—Βελγίου 224.—228.75 Άγκ. 18.25—20.50—Μάρκον 1.50—3. Κορώνα 0.000.4.—0.00.1 Σόφιας 37.50—21.—Πράγας 96.50—100.75 'Αιγ. Τουρκίας 18.00—18.80. — [33, 526, 234, 677]
shipping-sub: ΑΤΜΟΠΛΟΪΑ ΓΙΑΝΝΟΥΛΑΤΟΥ — [260, 108, 447, 122]
metal-cell: Πρ. Σιασφ. 621 — [144, 410, 234, 422]
exchange-row — [33, 219, 234, 231]
exchange-cell: 3 Λαρισ. 1890 589 — [33, 170, 134, 182]
reply-signature: 'Έν 'Αθήναις τή 20 Σεπτεμβρίου 1922. Ν. ΤΡΙΑΝΤΑΦΥΛΛΑΚΟΣ Πρώην Πρωθυπουργός — [637, 724, 840, 761]
buy-sell-text-1: ΑΓΟΡΑΖΟΝΤΑΙ Δέματα χρυσά καί λευκά, σπασμένα όσα άχρηστα, είς τό διαματοπωλείον 'Οδόντοτεχνών Σταδίου 51. — [1156, 108, 1353, 163]
styria-ad — [860, 1265, 1141, 1377]
exchange-cell: Έλ. Οίνων. 180 — [134, 207, 234, 218]
exchange-row — [33, 145, 234, 157]
